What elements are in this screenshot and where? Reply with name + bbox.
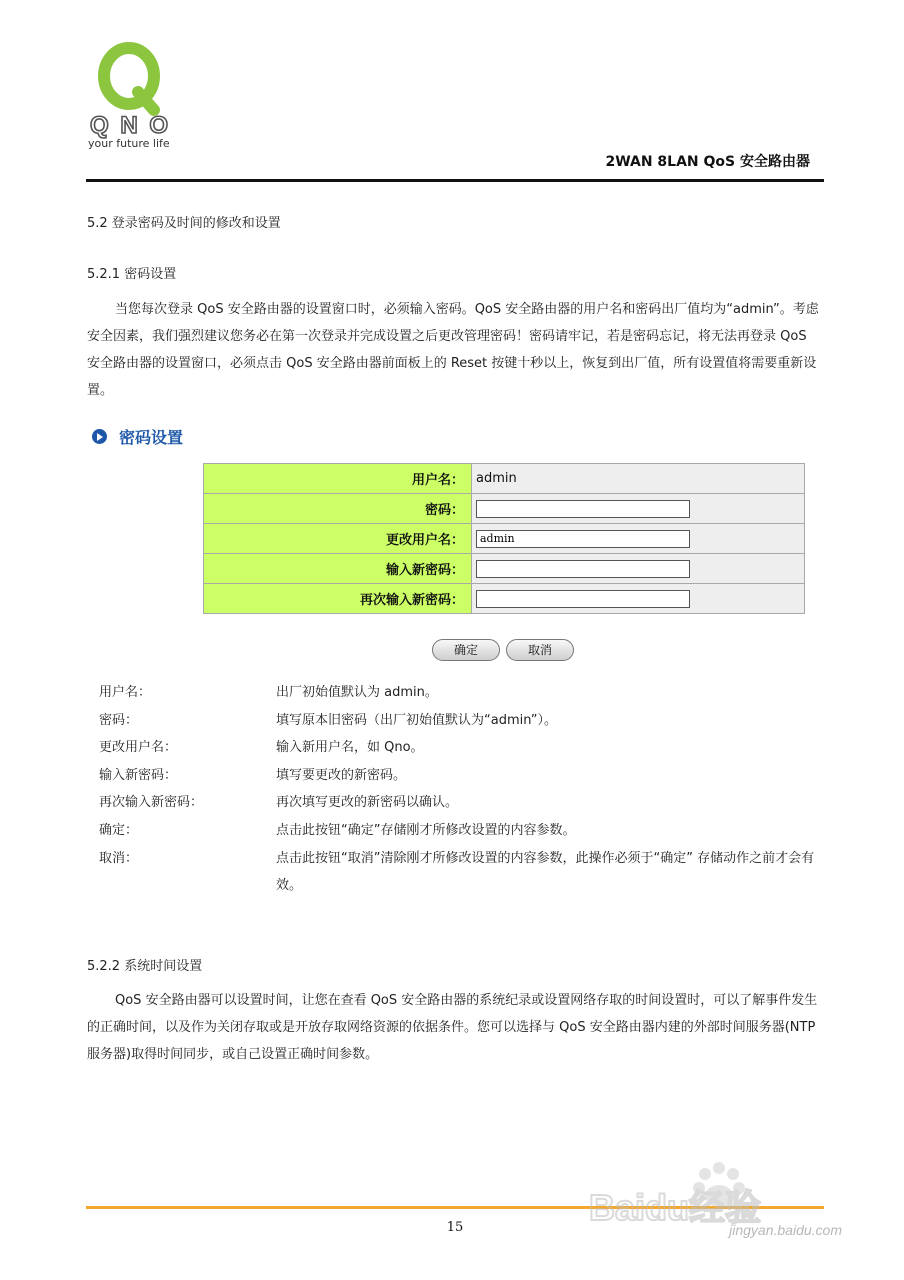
definition-desc: 点击此按钮“确定”存储刚才所修改设置的内容参数。 <box>276 822 576 838</box>
ok-button[interactable]: 确定 <box>432 639 500 661</box>
username-label: 用户名： <box>204 464 472 494</box>
panel-title-text: 密码设置 <box>119 428 184 447</box>
section-heading-5-2-1: 5.2.1 密码设置 <box>87 267 177 282</box>
definition-term: 更改用户名： <box>99 740 178 756</box>
arrow-circle-icon <box>92 429 107 444</box>
header-rule <box>86 179 824 182</box>
definition-desc: 填写原本旧密码（出厂初始值默认为“admin”）。 <box>276 712 557 728</box>
definition-term: 取消： <box>99 850 139 866</box>
form-row-confirm-password <box>204 584 805 614</box>
definition-item <box>99 734 824 762</box>
section-heading-5-2: 5.2 登录密码及时间的修改和设置 <box>87 216 281 231</box>
password-label: 密码： <box>204 494 472 524</box>
form-row-new-username <box>204 524 805 554</box>
definition-desc: 输入新用户名，如 Qno。 <box>276 740 424 756</box>
definition-item <box>99 817 824 845</box>
new-username-input[interactable] <box>476 530 690 548</box>
watermark-url: jingyan.baidu.com <box>729 1222 842 1238</box>
definition-term: 密码： <box>99 712 139 728</box>
definition-term: 确定： <box>99 822 139 838</box>
definition-item <box>99 845 824 900</box>
definition-item <box>99 679 824 707</box>
document-header-title: 2WAN 8LAN QoS 安全路由器 <box>605 154 810 170</box>
definition-item <box>99 789 824 817</box>
cancel-button[interactable]: 取消 <box>506 639 574 661</box>
form-row-new-password <box>204 554 805 584</box>
definition-desc: 出厂初始值默认为 admin。 <box>276 685 438 700</box>
form-row-username <box>204 464 805 494</box>
username-value: admin <box>472 464 805 494</box>
definition-item <box>99 762 824 790</box>
panel-title <box>92 425 183 448</box>
definition-list <box>99 679 824 900</box>
logo-tagline: your future life <box>88 137 170 150</box>
paragraph-system-time: QoS 安全路由器可以设置时间，让您在查看 QoS 安全路由器的系统纪录或设置网络存取的时间设置时，可以了解事件发生的正确时间，以及作为关闭存取或是开放存取网络资源的依据条件。您可以选择与 QoS 安全路由器内建的外部时间服务器(NTP 服务器)取得时间同步，或自己设置正确时间参数。 <box>87 993 818 1062</box>
new-password-input[interactable] <box>476 560 690 578</box>
definition-desc: 点击此按钮“取消”清除刚才所修改设置的内容参数，此操作必须于“确定” 存储动作之前才会有效。 <box>276 850 815 894</box>
password-input[interactable] <box>476 500 690 518</box>
paragraph-password-intro: 当您每次登录 QoS 安全路由器的设置窗口时，必须输入密码。QoS 安全路由器的用户名和密码出厂值均为“admin”。考虑安全因素，我们强烈建议您务必在第一次登录并完成设置之后更改管理密码！密码请牢记，若是密码忘记，将无法再登录 QoS 安全路由器的设置窗口，必须点击 QoS 安全路由器前面板上的 Reset 按键十秒以上，恢复到出厂值，所有设置值将需要重新设置。 <box>87 302 819 398</box>
password-form-table <box>203 463 805 614</box>
form-row-password <box>204 494 805 524</box>
definition-term: 输入新密码： <box>99 767 178 783</box>
confirm-password-label: 再次输入新密码： <box>204 584 472 614</box>
definition-desc: 再次填写更改的新密码以确认。 <box>276 795 459 811</box>
section-heading-5-2-2: 5.2.2 系统时间设置 <box>87 959 203 974</box>
watermark-brand: Baidu经验 <box>589 1187 762 1228</box>
definition-term: 用户名： <box>99 685 152 700</box>
new-username-label: 更改用户名： <box>204 524 472 554</box>
definition-desc: 填写要更改的新密码。 <box>276 767 407 783</box>
page-number: 15 <box>446 1220 464 1235</box>
definition-term: 再次输入新密码： <box>99 795 204 811</box>
definition-item <box>99 707 824 735</box>
new-password-label: 输入新密码： <box>204 554 472 584</box>
confirm-password-input[interactable] <box>476 590 690 608</box>
logo-text: QNO <box>90 112 170 139</box>
